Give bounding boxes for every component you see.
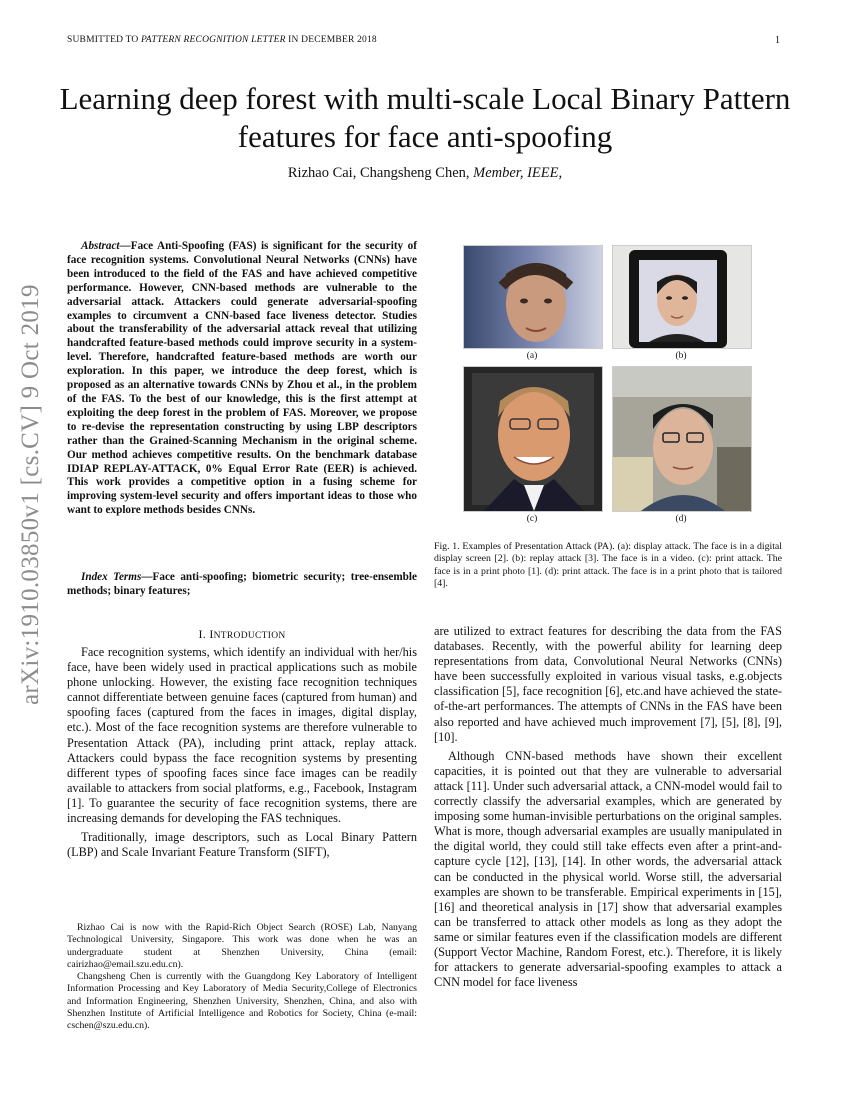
page-number: 1 <box>775 35 780 46</box>
figure-label-a: (a) <box>526 351 538 361</box>
paragraph: Traditionally, image descriptors, such as Local Binary Pattern (LBP) and Scale Invariant Feature Transform (SIFT), <box>67 830 417 860</box>
figure-image-c <box>463 366 603 512</box>
running-header: SUBMITTED TO PATTERN RECOGNITION LETTER IN DECEMBER 2018 <box>67 35 377 45</box>
footnote: Changsheng Chen is currently with the Guangdong Key Laboratory of Intelligent Information Processing and Key Laboratory of Media Security,College of Electronics and Information Engineering, Shenzhen University, Shenzhen, China, and also with Shenzhen Institute of Artificial Intelligence and Robotics for Society, China (e-mail: cschen@szu.edu.cn). <box>67 971 417 1032</box>
authors: Rizhao Cai, Changsheng Chen, Member, IEEE, <box>287 165 563 181</box>
figure-label-b: (b) <box>675 351 687 361</box>
index-terms: Index Terms—Face anti-spoofing; biometric security; tree-ensemble methods; binary features; <box>67 571 417 597</box>
body-column-left <box>67 645 417 864</box>
figure-caption: Fig. 1. Examples of Presentation Attack (PA). (a): display attack. The face is in a digital display screen [2]. (b): replay attack [3]. The face is in a video. (c): print attack. The face is in a print photo [1]. (d): print attack. The face is in a print photo that is tailored [4]. <box>434 541 782 589</box>
figure-label-c: (c) <box>526 514 538 524</box>
figure-image-d <box>612 366 752 512</box>
figure-image-b <box>612 245 752 349</box>
footnotes <box>67 922 417 1033</box>
abstract: Abstract—Face Anti-Spoofing (FAS) is significant for the security of face recognition systems. Convolutional Neural Networks (CNNs) have been introduced to the field of the FAS and have achieved competitive performance. However, CNN-based methods are vulnerable to the adversarial attack. Attackers could generate adversarial-spoofing examples to circumvent a CNN-based face liveness detector. Studies about the transferability of the adversarial attack reveal that utilizing handcrafted feature-based methods could improve security in a system-level. Therefore, handcrafted feature-based methods are worth our exploration. In this paper, we introduce the deep forest, which is proposed as an alternative towards CNNs by Zhou et al., in the problem of the FAS. To the best of our knowledge, this is the first attempt at exploiting the deep forest in the problem of FAS. Moreover, we propose to re-devise the representation constructing by using LBP descriptors rather than the Grained-Scanning Mechanism in the original scheme. Our method achieves competitive results. On the benchmark database IDIAP REPLAY-ATTACK, 0% Equal Error Rate (EER) is achieved. This work provides a competitive option in a fusing scheme for improving system-level security and offers important ideas to those who want to explore methods besides CNNs. <box>67 240 417 517</box>
section-heading: I. INTRODUCTION <box>198 627 286 641</box>
paper-title: Learning deep forest with multi-scale Local Binary Pattern features for face anti-spoofing <box>59 81 791 154</box>
paragraph: are utilized to extract features for describing the data from the FAS databases. Recently, with the powerful ability for learning deep representations from data, Convolutional Neural Networks (CNNs) have been successfully exploited in various visual tasks, e.g.objects classification [5], face recognition [6], etc.and have achieved the state-of-the-art performances. The attempts of CNNs in the FAS have been also reported and have achieved much improvement [7], [5], [8], [9], [10]. <box>434 624 782 744</box>
body-column-right <box>434 624 782 994</box>
paragraph: Face recognition systems, which identify an individual with her/his face, have been widely used in practical applications such as mobile phone unlocking. However, the existing face recognition techniques cannot differentiate between genuine faces (captured from human) and spoofing faces (captured from the faces in images, digital display, etc.). Most of the face recognition systems are therefore vulnerable to Presentation Attack (PA), including print attack, replay attack. Attackers could bypass the face recognition systems by presenting different types of spoofing faces since face images can be readily available to attackers from social platforms, e.g., Facebook, Instagram [1]. To guarantee the security of face recognition systems, there are increasing demands for developing the FAS techniques. <box>67 645 417 826</box>
paragraph: Although CNN-based methods have shown their excellent capacities, it is pointed out that they are vulnerable to adversarial attack [11]. Under such adversarial attack, a CNN-model would fail to correctly classify the adversarial examples, which are generated by imposing some human-invisible perturbations on the original samples. What is more, though adversarial examples are usually manipulated in the digital world, they could still take effects even after a print-and-capture cycle [12], [13], [14]. In other words, the adversarial attack can be conducted in the physical world. Worse still, the adversarial examples are shown to be transferable. Empirical experiments in [15], [16] and theoretical analysis in [17] show that adversarial examples can be transferred to attack other models as long as they adopt the same or similar features even if the classification models are different (Support Vector Machine, Random Forest, etc.). Therefore, it is likely for attackers to generate adversarial-spoofing examples to attack a CNN model for face liveness <box>434 748 782 990</box>
footnote: Rizhao Cai is now with the Rapid-Rich Object Search (ROSE) Lab, Nanyang Technological University, Singapore. This work was done when he was an undergraduate student at Shenzhen University, China (email: cairizhao@email.szu.edu.cn). <box>67 922 417 970</box>
figure-label-d: (d) <box>675 514 687 524</box>
arxiv-stamp: arXiv:1910.03850v1 [cs.CV] 9 Oct 2019 <box>17 284 44 705</box>
figure-image-a <box>463 245 603 349</box>
